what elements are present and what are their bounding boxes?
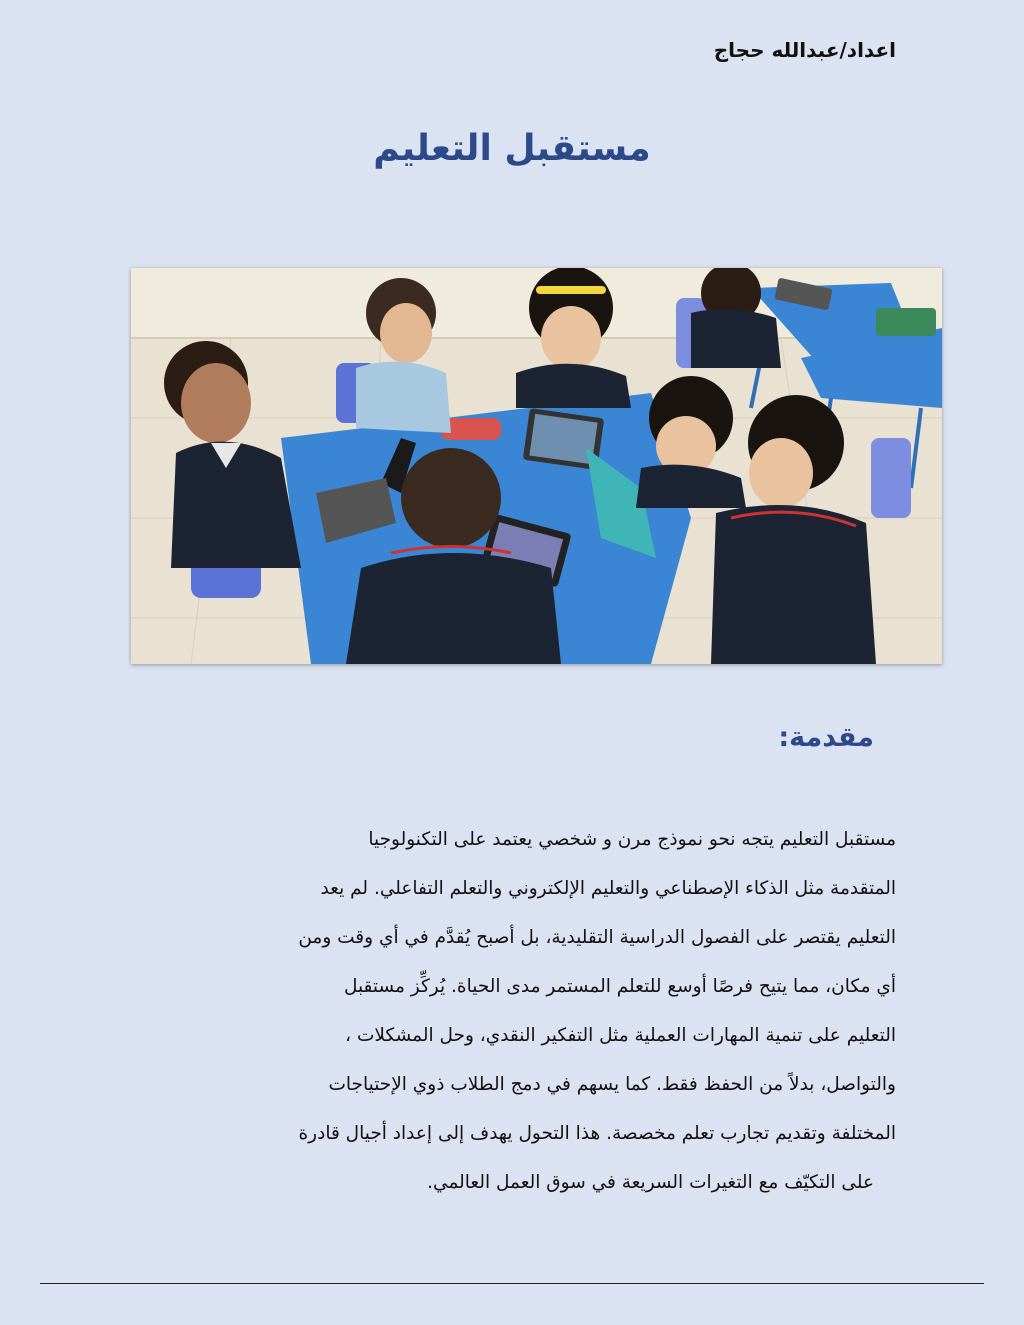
author-credit: اعداد/عبدالله حجاج	[713, 38, 896, 62]
intro-line: المختلفة وتقديم تجارب تعلم مخصصة. هذا التحول يهدف إلى إعداد أجيال قادرة	[298, 1123, 896, 1144]
page-title: مستقبل التعليم	[373, 128, 651, 169]
intro-line: مستقبل التعليم يتجه نحو نموذج مرن و شخصي يعتمد على التكنولوجيا	[368, 829, 896, 850]
classroom-illustration	[131, 268, 942, 664]
pencil-case	[876, 308, 936, 336]
intro-line: التعليم يقتصر على الفصول الدراسية التقليدية، بل أصبح يُقدَّم في أي وقت ومن	[298, 927, 896, 948]
footer-divider	[40, 1283, 984, 1284]
tablet-center-screen	[529, 414, 597, 464]
chair-right	[871, 438, 911, 518]
intro-line: أي مكان، مما يتيح فرصًا أوسع للتعلم المستمر مدى الحياة. يُركِّز مستقبل	[343, 976, 896, 997]
intro-line: على التكيّف مع التغيرات السريعة في سوق العمل العالمي.	[427, 1172, 874, 1193]
intro-line: المتقدمة مثل الذكاء الإصطناعي والتعليم الإلكتروني والتعلم التفاعلي. لم يعد	[320, 878, 896, 899]
intro-heading: مقدمة:	[778, 722, 874, 753]
classroom-photo	[131, 268, 942, 664]
intro-line: التعليم على تنمية المهارات العملية مثل التفكير النقدي، وحل المشكلات ،	[345, 1025, 896, 1046]
intro-paragraph	[256, 815, 896, 1207]
intro-line: والتواصل، بدلاً من الحفظ فقط. كما يسهم في دمج الطلاب ذوي الإحتياجات	[328, 1074, 896, 1095]
